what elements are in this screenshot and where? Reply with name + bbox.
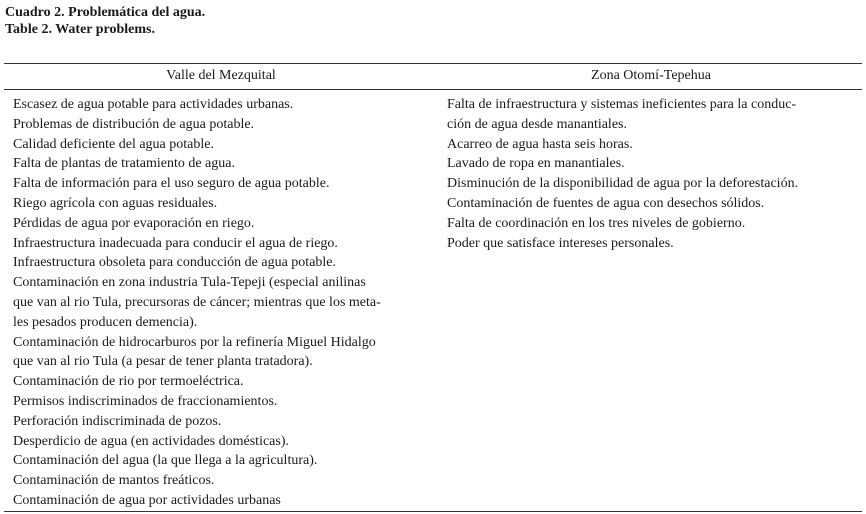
problem-item <box>13 194 438 214</box>
problem-item <box>13 174 438 194</box>
problem-item-line: Permisos indiscriminados de fraccionamientos. <box>13 393 278 409</box>
table-top-rule <box>4 63 862 64</box>
problem-item <box>13 214 438 234</box>
table-header-rule <box>4 89 862 90</box>
problem-item-line: Falta de información para el uso seguro de agua potable. <box>13 176 330 192</box>
problem-item-line: Perforación indiscriminada de pozos. <box>13 413 222 429</box>
problem-item-line: ción de agua desde manantiales. <box>447 116 627 132</box>
problem-item <box>447 194 857 214</box>
problem-item-line: Poder que satisface intereses personales. <box>447 235 674 251</box>
problem-item <box>13 333 438 373</box>
problem-item <box>447 234 857 254</box>
problem-item-line: Contaminación del agua (la que llega a la agricultura). <box>13 453 318 469</box>
table-caption <box>5 4 205 38</box>
caption-spanish: Cuadro 2. Problemática del agua. <box>5 5 206 20</box>
problem-item-line: Acarreo de agua hasta seis horas. <box>447 136 633 152</box>
problem-item <box>13 234 438 254</box>
problem-item-line: que van al rio Tula (a pesar de tener planta tratadora). <box>13 354 313 370</box>
problem-item-line: Disminución de la disponibilidad de agua por la deforestación. <box>447 176 799 192</box>
problem-item <box>13 392 438 412</box>
problem-item-line: Lavado de ropa en manantiales. <box>447 156 625 172</box>
caption-english: Table 2. Water problems. <box>5 22 156 37</box>
problem-item-line: les pesados producen demencia). <box>13 314 198 330</box>
problem-item-line: Pérdidas de agua por evaporación en riego. <box>13 215 255 231</box>
problem-item-line: Contaminación de agua por actividades urbanas <box>13 492 281 508</box>
column-header-zona-otomi-tepehua: Zona Otomí-Tepehua <box>591 68 711 83</box>
problem-item <box>13 471 438 491</box>
column-header-valle-del-mezquital: Valle del Mezquital <box>166 68 276 83</box>
zona-otomi-tepehua-problem-list <box>447 95 857 253</box>
problem-item-line: Calidad deficiente del agua potable. <box>13 136 214 152</box>
problem-item-line: Falta de plantas de tratamiento de agua. <box>13 156 235 172</box>
problem-item-line: Contaminación de fuentes de agua con desechos sólidos. <box>447 195 765 211</box>
problem-item-line: Problemas de distribución de agua potable. <box>13 116 255 132</box>
problem-item-line: Infraestructura obsoleta para conducción de agua potable. <box>13 255 337 271</box>
problem-item-line: Contaminación en zona industria Tula-Tepeji (especial anilinas <box>13 275 366 291</box>
problem-item <box>13 135 438 155</box>
problem-item <box>13 372 438 392</box>
problem-item-line: Riego agrícola con aguas residuales. <box>13 195 218 211</box>
problem-item <box>447 174 857 194</box>
problem-item <box>13 253 438 273</box>
problem-item <box>13 115 438 135</box>
problem-item <box>13 432 438 452</box>
problem-item <box>447 95 857 135</box>
problem-item <box>447 214 857 234</box>
problem-item-line: Falta de coordinación en los tres niveles de gobierno. <box>447 215 746 231</box>
problem-item <box>13 451 438 471</box>
problem-item-line: Contaminación de rio por termoeléctrica. <box>13 374 244 390</box>
valle-del-mezquital-problem-list <box>13 95 438 511</box>
problem-item <box>13 412 438 432</box>
problem-item-line: Contaminación de hidrocarburos por la refinería Miguel Hidalgo <box>13 334 376 350</box>
problem-item <box>13 491 438 511</box>
problem-item <box>13 95 438 115</box>
problem-item-line: Falta de infraestructura y sistemas ineficientes para la conduc- <box>447 97 797 112</box>
problem-item-line: que van al rio Tula, precursoras de cáncer; mientras que los meta- <box>13 294 381 310</box>
problem-item-line: Escasez de agua potable para actividades urbanas. <box>13 97 294 112</box>
problem-item-line: Infraestructura inadecuada para conducir el agua de riego. <box>13 235 338 251</box>
problem-item-line: Contaminación de mantos freáticos. <box>13 473 215 489</box>
problem-item <box>447 154 857 174</box>
problem-item-line: Desperdicio de agua (en actividades domésticas). <box>13 433 290 449</box>
problem-item <box>13 154 438 174</box>
problem-item <box>13 273 438 332</box>
problem-item <box>447 135 857 155</box>
table-bottom-rule <box>4 511 862 512</box>
